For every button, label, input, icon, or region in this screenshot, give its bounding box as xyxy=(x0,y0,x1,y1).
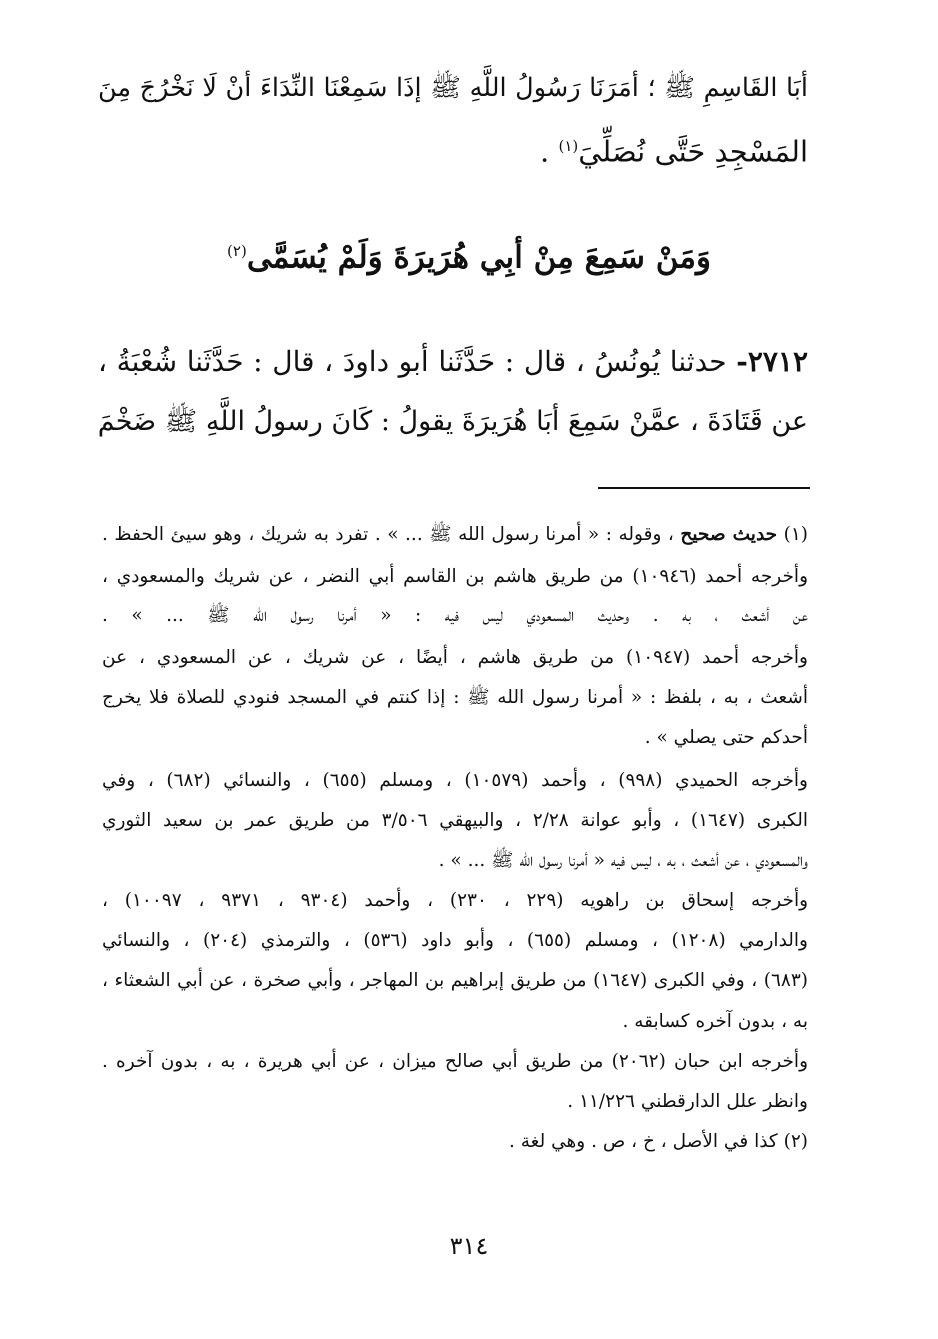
footnote-line-11 xyxy=(102,928,808,954)
footnote-line-10-text: وأخرجه إسحاق بن راهويه (٢٢٩ ، ٢٣٠) ، وأحمد (٩٣٠٤ ، ٩٣٧١ ، ١٠٠٩٧) ، xyxy=(102,890,809,911)
footnote-2 xyxy=(102,1129,808,1155)
footnote-line-14-text: وأخرجه ابن حبان (٢٠٦٢) من طريق أبي صالح ميزان ، عن أبي هريرة ، به ، بدون آخره . xyxy=(102,1051,808,1072)
hadith-line-2 xyxy=(98,402,808,442)
footnote-line-1 xyxy=(102,522,808,548)
footnote-line-3-text: عن أشعث ، به . وحديث المسعودي ليس فيه : « أمرنا رسول الله ﷺ ... » . xyxy=(102,605,808,626)
footnote-line-9 xyxy=(102,848,808,874)
hadith-line-1-content: حدثنا يُونُسُ ، قال : حَدَّثَنا أبو داودَ ، قال : حَدَّثَنا شُعْبَةُ ، xyxy=(98,345,737,378)
footnote-line-3 xyxy=(102,603,808,629)
footnote-line-13 xyxy=(102,1009,808,1035)
footnote-line-12-text: (٦٨٣) ، وفي الكبرى (١٦٤٧) من طريق إبراهيم بن المهاجر ، وأبي صخرة ، عن أبي الشعثاء ، xyxy=(102,970,808,991)
top-text-line-2 xyxy=(98,126,808,172)
footnote-line-12 xyxy=(102,968,808,994)
footnote-1-line-1-rest: ، وقوله : « أمرنا رسول الله ﷺ ... » . تفرد به شريك ، وهو سيئ الحفظ . xyxy=(102,524,681,545)
footnote-line-4 xyxy=(102,645,808,671)
footnote-ref-2: (٢) xyxy=(227,242,247,260)
footnote-line-15-text: وانظر علل الدارقطني ١١/٢٢٦ . xyxy=(567,1091,808,1112)
footnote-line-6-text: أحدكم حتى يصلي » . xyxy=(644,727,808,748)
hadith-line-2-content: عن قَتَادَةَ ، عمَّنْ سَمِعَ أبَا هُرَيرَةَ يقولُ : كَانَ رسولُ اللَّهِ ﷺ ضَخْمَ xyxy=(97,406,808,437)
footnote-line-4-text: وأخرجه أحمد (١٠٩٤٧) من طريق هاشم ، أيضًا ، عن شريك ، عن المسعودي ، عن xyxy=(102,647,808,668)
top-text-line-1 xyxy=(98,68,808,108)
footnote-line-13-text: به ، بدون آخره كسابقه . xyxy=(622,1011,808,1032)
hadith-line-1 xyxy=(98,342,808,382)
footnote-line-14 xyxy=(102,1049,808,1075)
footnote-1-grade: حديث صحيح xyxy=(680,524,778,545)
footnote-separator xyxy=(598,487,810,489)
footnote-line-7-text: وأخرجه الحميدي (٩٩٨) ، وأحمد (١٠٥٧٩) ، ومسلم (٦٥٥) ، والنسائي (٦٨٢) ، وفي xyxy=(102,770,808,791)
footnote-1-marker: (١) xyxy=(777,524,808,545)
footnote-line-5-text: أشعث ، به ، بلفظ : « أمرنا رسول الله ﷺ : إذا كنتم في المسجد فنودي للصلاة فلا يخرج xyxy=(102,687,808,708)
footnote-line-2-text: وأخرجه أحمد (١٠٩٤٦) من طريق هاشم بن القاسم أبي النضر ، عن شريك والمسعودي ، xyxy=(102,566,808,587)
footnote-ref-1: (١) xyxy=(558,137,579,155)
footnote-line-8-text: الكبرى (١٦٤٧) ، وأبو عوانة ٢/٢٨ ، والبيهقي ٣/٥٠٦ من طريق عمر بن سعيد الثوري xyxy=(102,810,809,831)
footnote-line-6 xyxy=(102,725,808,751)
footnote-2-text: (٢) كذا في الأصل ، خ ، ص . وهي لغة . xyxy=(509,1131,808,1152)
footnote-line-15 xyxy=(102,1089,808,1115)
page-number: ٣١٤ xyxy=(449,1232,489,1260)
footnote-line-2 xyxy=(102,564,808,590)
footnote-line-9-text: والمسعودي ، عن أشعث ، به ، ليس فيه « أمرنا رسول الله ﷺ ... » . xyxy=(438,850,808,871)
footnote-line-10 xyxy=(102,888,808,914)
top-text-line-2-content: المَسْجِدِ حَتَّى نُصَلِّيَ xyxy=(578,134,808,169)
chapter-heading xyxy=(0,228,938,280)
top-text-line-2-end: . xyxy=(540,134,559,169)
top-text-line-1-content: أبَا القَاسِمِ ﷺ ؛ أمَرَنَا رَسُولُ اللَّهِ ﷺ إذَا سَمِعْنَا النِّدَاءَ أنْ لَا نَخْرُجَ مِنَ xyxy=(98,73,808,103)
footnote-line-11-text: والدارمي (١٢٠٨) ، ومسلم (٦٥٥) ، وأبو داود (٥٣٦) ، والترمذي (٢٠٤) ، والنسائي xyxy=(102,930,808,951)
footnote-line-5 xyxy=(102,685,808,711)
footnote-line-7 xyxy=(102,768,808,794)
footnote-line-8 xyxy=(102,808,808,834)
hadith-number: ٢٧١٢- xyxy=(736,345,808,378)
chapter-heading-text: وَمَنْ سَمِعَ مِنْ أبِي هُرَيرَةَ وَلَمْ يُسَمَّى xyxy=(246,239,711,276)
